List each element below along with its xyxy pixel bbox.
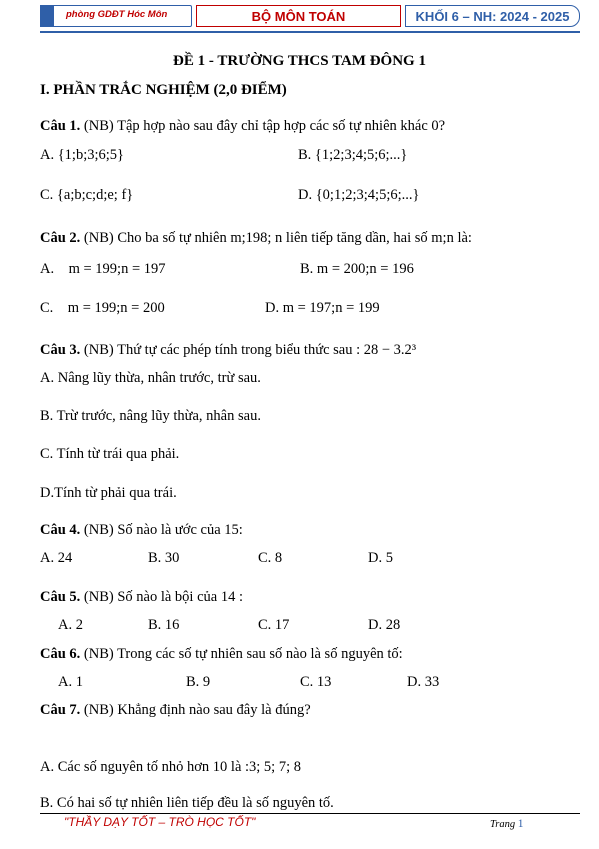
q4-option-c: C. 8 bbox=[258, 550, 283, 566]
q2-option-d: D. m = 197;n = 199 bbox=[265, 300, 380, 316]
header-grade: KHỐI 6 – NH: 2024 - 2025 bbox=[415, 9, 570, 24]
question-7 bbox=[40, 702, 311, 719]
question-text: (NB) Số nào là ước của 15: bbox=[80, 522, 243, 538]
header-subject: BỘ MÔN TOÁN bbox=[251, 9, 346, 24]
q6-option-c: C. 13 bbox=[300, 674, 332, 690]
header-school: phòng GDĐT Hóc Môn bbox=[66, 9, 168, 20]
q7-option-a: A. Các số nguyên tố nhỏ hơn 10 là :3; 5; 7; 8 bbox=[40, 759, 301, 775]
q6-option-d: D. 33 bbox=[407, 674, 440, 690]
q5-option-a: A. 2 bbox=[58, 617, 83, 633]
q3-option-d: D.Tính từ phải qua trái. bbox=[40, 485, 177, 501]
question-2 bbox=[40, 230, 472, 247]
question-label: Câu 1. bbox=[40, 118, 81, 134]
q4-option-b: B. 30 bbox=[148, 550, 180, 566]
q1-option-a: A. {1;b;3;6;5} bbox=[40, 147, 125, 163]
question-label: Câu 7. bbox=[40, 702, 81, 718]
question-1 bbox=[40, 118, 445, 135]
question-label: Câu 3. bbox=[40, 342, 81, 358]
footer-page-label: Trang bbox=[490, 819, 518, 830]
footer-divider bbox=[40, 813, 580, 814]
question-3 bbox=[40, 342, 416, 359]
question-text: (NB) Cho ba số tự nhiên m;198; n liên tiếp tăng dần, hai số m;n là: bbox=[80, 230, 472, 246]
q7-option-b: B. Có hai số tự nhiên liên tiếp đều là số nguyên tố. bbox=[40, 795, 334, 811]
q1-option-c: C. {a;b;c;d;e; f} bbox=[40, 187, 134, 203]
question-6 bbox=[40, 646, 403, 663]
q2-option-c: C. m = 199;n = 200 bbox=[40, 300, 165, 316]
q1-option-d: D. {0;1;2;3;4;5;6;...} bbox=[298, 187, 420, 203]
q1-option-b: B. {1;2;3;4;5;6;...} bbox=[298, 147, 408, 163]
q3-option-c: C. Tính từ trái qua phải. bbox=[40, 446, 180, 462]
q5-option-d: D. 28 bbox=[368, 617, 401, 633]
section-heading: I. PHẦN TRẮC NGHIỆM (2,0 ĐIỂM) bbox=[40, 82, 287, 98]
q2-option-b: B. m = 200;n = 196 bbox=[300, 261, 414, 277]
question-text: (NB) Khẳng định nào sau đây là đúng? bbox=[80, 702, 311, 718]
header-divider bbox=[40, 31, 580, 33]
footer-page bbox=[490, 818, 523, 830]
q6-option-a: A. 1 bbox=[58, 674, 83, 690]
footer-page-number: 1 bbox=[517, 818, 524, 830]
question-text: (NB) Thứ tự các phép tính trong biểu thức sau : 28 − 3.2³ bbox=[80, 342, 417, 358]
q5-option-b: B. 16 bbox=[148, 617, 180, 633]
q5-option-c: C. 17 bbox=[258, 617, 290, 633]
question-label: Câu 4. bbox=[40, 522, 81, 538]
question-4 bbox=[40, 522, 243, 539]
question-text: (NB) Trong các số tự nhiên sau số nào là số nguyên tố: bbox=[80, 646, 403, 662]
q2-option-a: A. m = 199;n = 197 bbox=[40, 261, 166, 277]
q6-option-b: B. 9 bbox=[186, 674, 211, 690]
q4-option-a: A. 24 bbox=[40, 550, 73, 566]
question-label: Câu 5. bbox=[40, 589, 81, 605]
question-text: (NB) Tập hợp nào sau đây chỉ tập hợp các số tự nhiên khác 0? bbox=[80, 118, 446, 134]
footer-slogan: "THẦY DẠY TỐT – TRÒ HỌC TỐT" bbox=[64, 815, 256, 829]
question-label: Câu 6. bbox=[40, 646, 81, 662]
header-grade-box bbox=[405, 5, 580, 27]
page-title: ĐỀ 1 - TRƯỜNG THCS TAM ĐÔNG 1 bbox=[173, 53, 426, 69]
question-text: (NB) Số nào là bội của 14 : bbox=[80, 589, 243, 605]
q3-option-a: A. Nâng lũy thừa, nhân trước, trừ sau. bbox=[40, 370, 261, 386]
q3-option-b: B. Trừ trước, nâng lũy thừa, nhân sau. bbox=[40, 408, 261, 424]
header-school-badge bbox=[40, 5, 192, 27]
q4-option-d: D. 5 bbox=[368, 550, 393, 566]
header-subject-box bbox=[196, 5, 401, 27]
question-5 bbox=[40, 589, 243, 606]
question-label: Câu 2. bbox=[40, 230, 81, 246]
